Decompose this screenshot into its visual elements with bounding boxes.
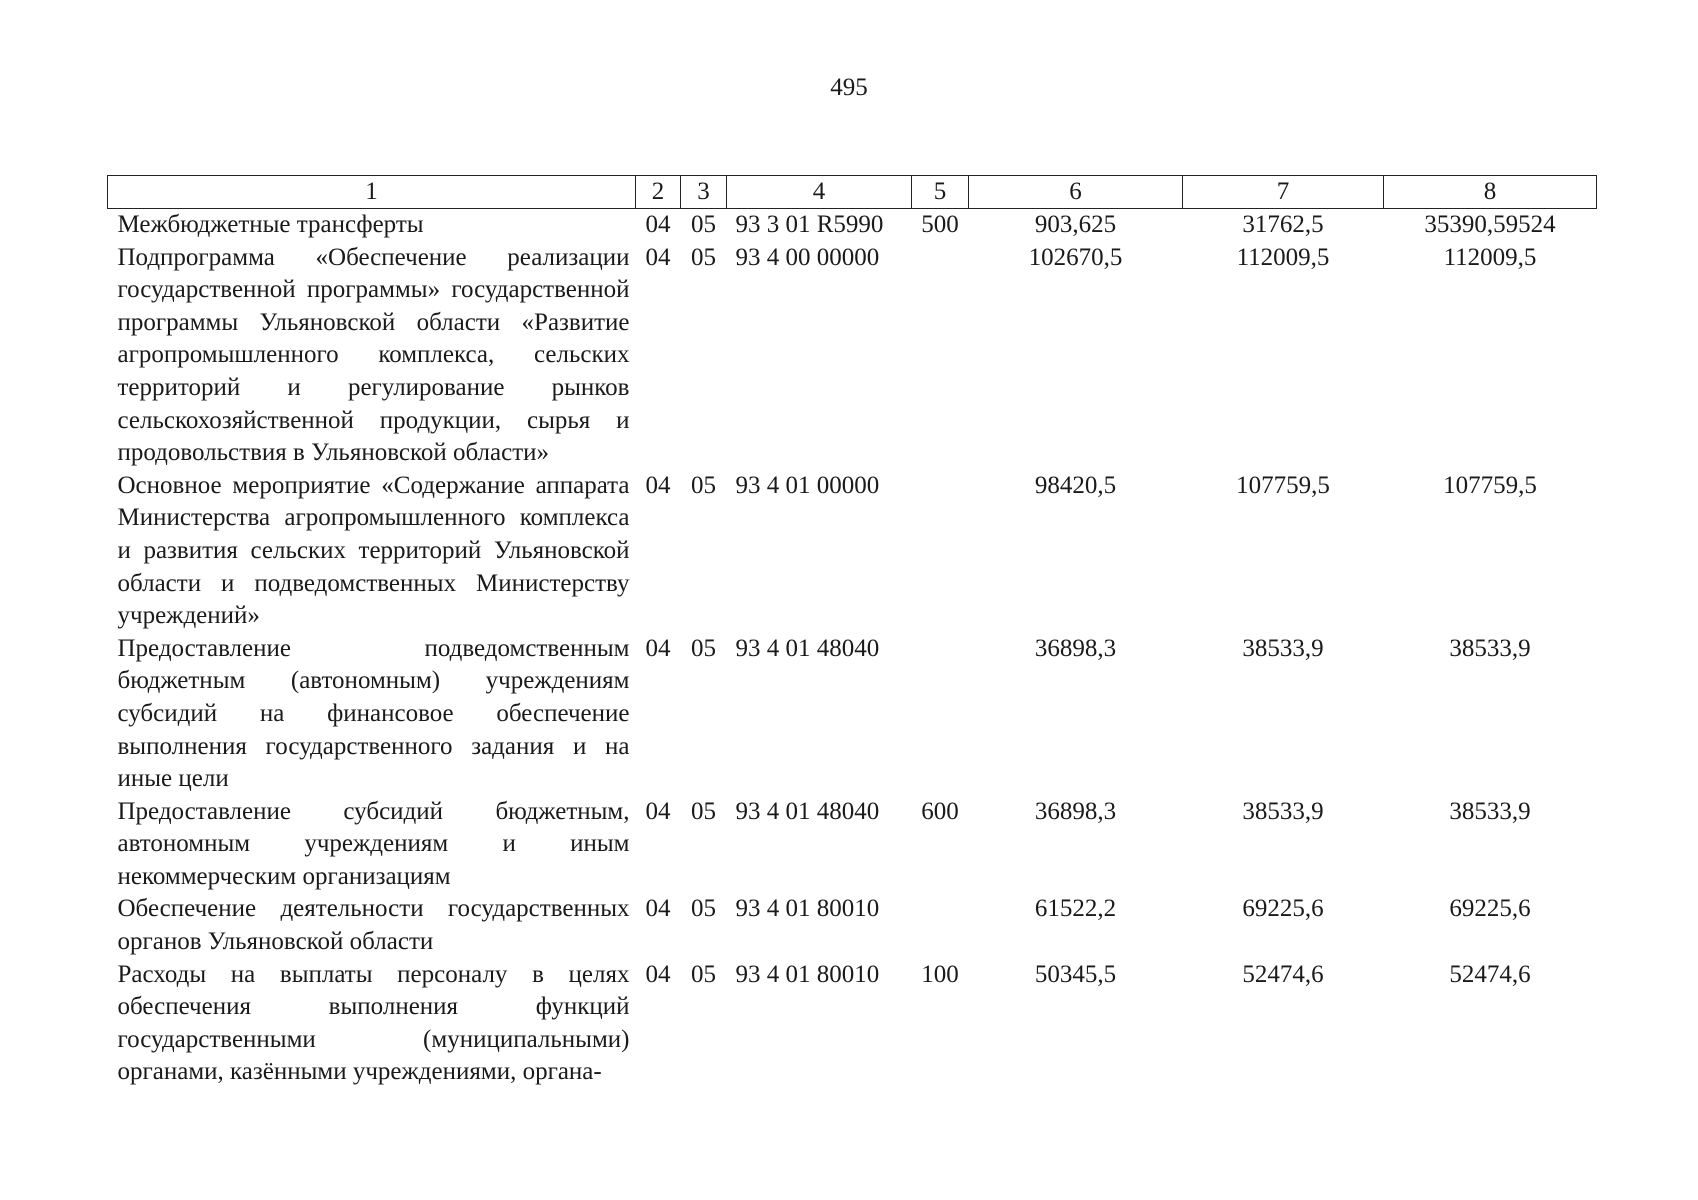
- table-row: [108, 893, 1597, 958]
- header-col-7: 7: [1183, 176, 1384, 209]
- row-name: Подпрограмма «Обеспечение реализации государственной программы» государственной программы Ульяновской области «Развитие агропромышленного комплекса, сельских территорий и регулирование рынков сельскохозяйственной продукции, сырья и продовольствия в Ульяновской области»: [117, 243, 630, 467]
- header-col-8: 8: [1384, 176, 1597, 209]
- row-target-article: 93 4 01 48040: [735, 797, 880, 825]
- row-amount-1: 61522,2: [1034, 895, 1117, 923]
- header-col-6: 6: [969, 176, 1183, 209]
- row-section: 04: [645, 797, 671, 825]
- table-row: [108, 470, 1597, 633]
- table-row: [108, 796, 1597, 894]
- header-col-5: 5: [912, 176, 969, 209]
- header-col-3: 3: [681, 176, 727, 209]
- row-subsection: 05: [691, 960, 716, 988]
- row-amount-2: 31762,5: [1242, 211, 1324, 238]
- row-amount-1: 903,625: [1034, 211, 1117, 238]
- row-amount-3: 35390,59524: [1424, 211, 1556, 238]
- row-amount-3: 107759,5: [1443, 471, 1537, 499]
- row-expense-type: 600: [921, 797, 959, 825]
- row-section: 04: [645, 895, 671, 923]
- row-subsection: 05: [691, 471, 716, 499]
- row-section: 04: [645, 634, 671, 662]
- row-amount-3: 69225,6: [1449, 895, 1531, 923]
- row-subsection: 05: [691, 243, 716, 271]
- row-expense-type: [912, 893, 969, 958]
- row-section: 04: [645, 960, 671, 988]
- row-amount-1: 36898,3: [1034, 797, 1117, 825]
- row-name: Расходы на выплаты персоналу в целях обеспечения выполнения функций государственными (муниципальными) органами, казёнными учреждениями, органа-: [117, 960, 630, 1086]
- row-section: 04: [645, 243, 671, 271]
- row-name: Предоставление субсидий бюджетным, автономным учреждениям и иным некоммерческим организациям: [117, 797, 630, 890]
- row-amount-2: 38533,9: [1242, 634, 1324, 662]
- row-amount-2: 38533,9: [1242, 797, 1324, 825]
- row-section: 04: [645, 471, 671, 499]
- row-target-article: 93 4 01 80010: [735, 895, 880, 923]
- row-amount-1: 36898,3: [1034, 634, 1117, 662]
- row-target-article: 93 4 01 48040: [735, 634, 880, 662]
- page-number: 495: [830, 74, 868, 101]
- row-expense-type: 500: [921, 211, 959, 238]
- row-amount-1: 98420,5: [1034, 471, 1117, 499]
- row-amount-2: 112009,5: [1236, 243, 1330, 271]
- row-subsection: 05: [691, 634, 716, 662]
- row-name: Обеспечение деятельности государственных органов Ульяновской области: [117, 895, 630, 956]
- row-target-article: 93 4 00 00000: [735, 243, 880, 271]
- table-body: [108, 209, 1597, 1090]
- budget-table: [107, 175, 1597, 1089]
- row-target-article: 93 3 01 R5990: [735, 211, 884, 238]
- row-amount-3: 52474,6: [1449, 960, 1531, 988]
- row-target-article: 93 4 01 80010: [735, 960, 880, 988]
- row-amount-2: 52474,6: [1242, 960, 1324, 988]
- header-col-2: 2: [636, 176, 681, 209]
- row-target-article: 93 4 01 00000: [735, 471, 880, 499]
- row-amount-2: 107759,5: [1236, 471, 1330, 499]
- row-subsection: 05: [691, 797, 716, 825]
- header-row: [108, 176, 1597, 209]
- row-amount-3: 112009,5: [1443, 243, 1537, 271]
- row-amount-3: 38533,9: [1449, 634, 1531, 662]
- table-header: [108, 176, 1597, 209]
- header-col-1: 1: [108, 176, 636, 209]
- table-row: [108, 959, 1597, 1089]
- row-expense-type: [912, 633, 969, 796]
- table-row: [108, 633, 1597, 796]
- row-amount-2: 69225,6: [1242, 895, 1324, 923]
- row-name: Предоставление подведомственным бюджетным (автономным) учреждениям субсидий на финансовое обеспечение выполнения государственного задания и на иные цели: [117, 634, 630, 793]
- table-row: [108, 242, 1597, 470]
- table-row: [108, 209, 1597, 242]
- row-expense-type: 100: [921, 960, 959, 988]
- row-expense-type: [912, 470, 969, 633]
- row-subsection: 05: [691, 895, 716, 923]
- row-amount-1: 50345,5: [1034, 960, 1117, 988]
- row-subsection: 05: [691, 211, 716, 238]
- row-name: Межбюджетные трансферты: [117, 211, 424, 238]
- row-amount-3: 38533,9: [1449, 797, 1531, 825]
- row-expense-type: [912, 242, 969, 470]
- row-name: Основное мероприятие «Содержание аппарата Министерства агропромышленного комплекса и развития сельских территорий Ульяновской области и подведомственных Министерству учреждений»: [117, 471, 630, 630]
- row-amount-1: 102670,5: [1028, 243, 1123, 271]
- row-section: 04: [645, 211, 671, 238]
- header-col-4: 4: [727, 176, 912, 209]
